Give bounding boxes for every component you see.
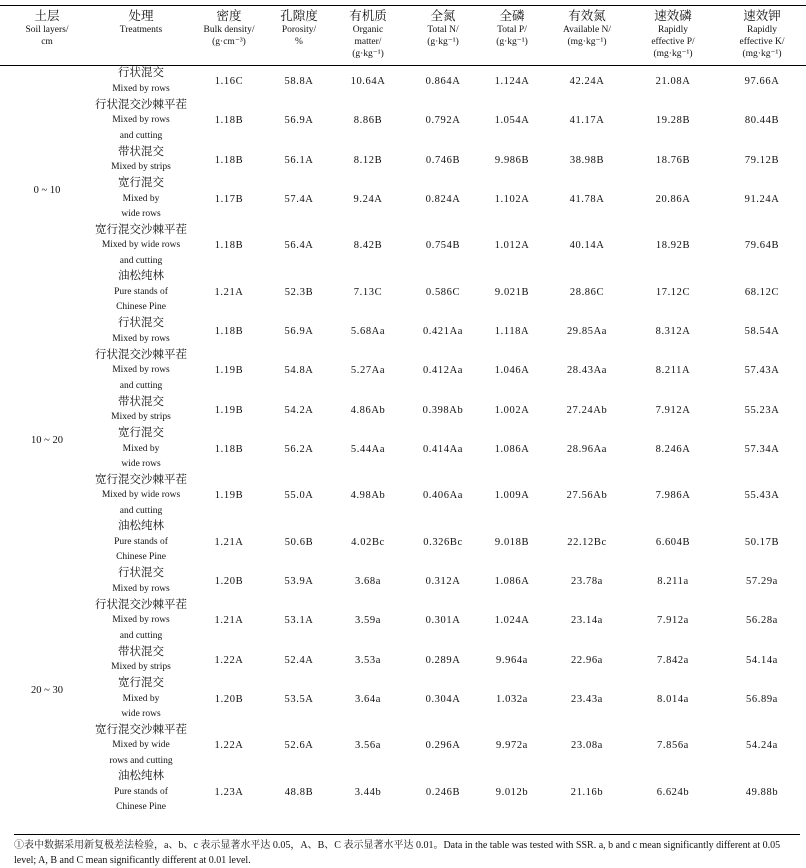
column-header-en: effective P/: [651, 37, 695, 47]
treatment-en: Chinese Pine: [116, 802, 166, 812]
column-header-en: (mg·kg⁻¹): [653, 49, 693, 59]
table-row: [0, 316, 806, 348]
table-row: [0, 519, 806, 566]
value-cell: 8.014a: [657, 693, 689, 705]
value-cell: 0.406Aa: [422, 490, 464, 502]
value-cell: 5.68Aa: [350, 326, 386, 337]
value-cell: 3.59a: [354, 615, 382, 627]
value-cell: 9.24A: [353, 193, 383, 205]
treatment-zh: 行状混交: [118, 67, 164, 80]
treatment-en: Mixed by: [122, 443, 160, 454]
treatment-zh: 行状混交沙棘平茬: [95, 98, 187, 111]
column-header-en: (mg·kg⁻¹): [567, 37, 607, 47]
value-cell: 9.986B: [494, 154, 530, 166]
value-cell: 1.18B: [214, 326, 244, 337]
value-cell: 4.98Ab: [350, 490, 386, 502]
column-header: [718, 6, 806, 66]
treatment-en: Mixed by strips: [111, 662, 171, 672]
value-cell: 55.43A: [744, 490, 780, 502]
soil-layer-cell: 20 ~ 30: [31, 685, 63, 696]
treatment-en: Mixed by wide rows: [101, 240, 181, 250]
value-cell: 1.23A: [214, 786, 244, 798]
value-cell: 1.17B: [214, 193, 244, 205]
treatment-zh: 行状混交沙棘平茬: [95, 348, 187, 361]
table-footnote: ①表中数据采用新复极差法检验，a、b、c 表示显著水平达 0.05，A、B、C 表示显著水平达 0.01。Data in the table was tested with SSR. a, b and c mean significantly different at 0.05 level; A, B and C mean significantly different at 0.01 level.: [14, 834, 800, 868]
value-cell: 0.864A: [425, 76, 461, 88]
value-cell: 58.54A: [744, 326, 780, 337]
treatment-en: Mixed by rows: [112, 333, 170, 344]
value-cell: 57.29a: [746, 576, 778, 587]
table-row: [0, 426, 806, 473]
value-cell: 1.21A: [214, 536, 244, 548]
value-cell: 0.746B: [425, 154, 461, 166]
soil-properties-table: [0, 6, 806, 816]
column-header: [0, 6, 94, 66]
value-cell: 9.012b: [495, 786, 529, 798]
value-cell: 7.912A: [655, 404, 691, 416]
value-cell: 7.856a: [657, 740, 689, 752]
treatment-en: and cutting: [119, 505, 163, 516]
treatment-en: Mixed by: [122, 693, 160, 704]
value-cell: 4.86Ab: [350, 404, 386, 416]
treatment-cell: [94, 769, 188, 816]
value-cell: 21.08A: [655, 76, 691, 88]
value-cell: 1.19B: [214, 490, 244, 502]
value-cell: 1.19B: [214, 365, 244, 377]
column-header-en: Rapidly: [657, 25, 689, 35]
value-cell: 21.16b: [570, 786, 604, 798]
column-header-en: (mg·kg⁻¹): [742, 49, 782, 59]
value-cell: 3.64a: [354, 693, 382, 705]
value-cell: 1.024A: [494, 615, 530, 627]
treatment-cell: [94, 144, 188, 176]
treatment-cell: [94, 269, 188, 316]
value-cell: 18.76B: [655, 154, 691, 166]
value-cell: 29.85Aa: [566, 326, 608, 337]
treatment-cell: [94, 223, 188, 270]
value-cell: 53.1A: [284, 615, 314, 627]
treatment-cell: [94, 644, 188, 676]
treatment-en: Mixed by rows: [112, 115, 170, 125]
table-row: [0, 98, 806, 145]
column-header-en: (g·kg⁻¹): [352, 49, 384, 59]
value-cell: 56.4A: [284, 240, 314, 252]
table-row: [0, 473, 806, 520]
value-cell: 49.88b: [745, 786, 779, 798]
value-cell: 54.2A: [284, 404, 314, 416]
value-cell: 1.124A: [494, 76, 530, 88]
column-header-en: %: [295, 37, 303, 47]
treatment-cell: [94, 566, 188, 598]
treatment-cell: [94, 723, 188, 770]
column-header-en: (g·kg⁻¹): [427, 37, 459, 47]
column-header: [94, 6, 188, 66]
value-cell: 27.56Ab: [566, 490, 608, 502]
value-cell: 22.96a: [571, 654, 603, 666]
value-cell: 1.21A: [214, 286, 244, 298]
table-row: [0, 598, 806, 645]
value-cell: 3.68a: [354, 576, 382, 587]
value-cell: 1.102A: [494, 193, 530, 205]
value-cell: 55.0A: [284, 490, 314, 502]
value-cell: 1.16C: [214, 76, 244, 88]
value-cell: 1.002A: [494, 404, 530, 416]
value-cell: 55.23A: [744, 404, 780, 416]
treatment-zh: 宽行混交沙棘平茬: [95, 473, 187, 486]
value-cell: 7.986A: [655, 490, 691, 502]
value-cell: 0.412Aa: [422, 365, 464, 377]
treatment-en: Mixed by strips: [111, 162, 171, 172]
column-header: [328, 6, 408, 66]
value-cell: 0.824A: [425, 193, 461, 205]
table-row: [0, 644, 806, 676]
value-cell: 28.43Aa: [566, 365, 608, 377]
value-cell: 8.86B: [353, 115, 383, 127]
value-cell: 1.012A: [494, 240, 530, 252]
value-cell: 22.12Bc: [567, 536, 607, 548]
value-cell: 1.18B: [214, 240, 244, 252]
value-cell: 7.13C: [353, 286, 383, 298]
value-cell: 0.289A: [425, 654, 461, 666]
soil-layer-cell: 10 ~ 20: [31, 435, 63, 446]
value-cell: 0.304A: [425, 693, 461, 705]
column-header-en: Treatments: [119, 25, 163, 35]
value-cell: 23.43a: [571, 693, 603, 705]
treatment-cell: [94, 519, 188, 566]
value-cell: 27.24Ab: [566, 404, 608, 416]
value-cell: 6.604B: [655, 536, 691, 548]
value-cell: 68.12C: [744, 286, 780, 298]
treatment-zh: 带状混交: [118, 145, 164, 158]
treatment-en: Mixed by wide: [112, 740, 170, 750]
treatment-en: and cutting: [119, 380, 163, 391]
value-cell: 23.08a: [571, 740, 603, 752]
column-header-zh: 土层: [34, 9, 60, 23]
value-cell: 0.301A: [425, 615, 461, 627]
value-cell: 56.28a: [746, 615, 778, 627]
column-header-en: (g·kg⁻¹): [496, 37, 528, 47]
table-row: [0, 66, 806, 98]
treatment-zh: 行状混交沙棘平茬: [95, 598, 187, 611]
value-cell: 0.421Aa: [422, 326, 464, 337]
value-cell: 1.086A: [494, 443, 530, 455]
value-cell: 23.14a: [571, 615, 603, 627]
column-header-en: Porosity/: [281, 25, 317, 35]
value-cell: 8.42B: [353, 240, 383, 252]
treatment-cell: [94, 473, 188, 520]
value-cell: 58.8A: [284, 76, 314, 88]
value-cell: 79.64B: [744, 240, 780, 252]
value-cell: 1.032a: [496, 693, 528, 705]
treatment-zh: 宽行混交沙棘平茬: [95, 223, 187, 236]
column-header-zh: 孔隙度: [280, 9, 318, 23]
value-cell: 1.21A: [214, 615, 244, 627]
value-cell: 6.624b: [656, 786, 690, 798]
column-header-zh: 速效磷: [654, 9, 692, 23]
value-cell: 28.96Aa: [566, 443, 608, 455]
treatment-cell: [94, 348, 188, 395]
column-header-zh: 全磷: [499, 9, 525, 23]
value-cell: 42.24A: [569, 76, 605, 88]
value-cell: 1.118A: [494, 326, 530, 337]
value-cell: 0.754B: [425, 240, 461, 252]
value-cell: 56.9A: [284, 326, 314, 337]
value-cell: 57.34A: [744, 443, 780, 455]
column-header-en: cm: [41, 37, 53, 47]
value-cell: 53.5A: [284, 693, 314, 705]
column-header: [478, 6, 546, 66]
treatment-en: Mixed by rows: [112, 365, 170, 375]
treatment-en: Mixed by rows: [112, 615, 170, 625]
soil-layer-cell: 0 ~ 10: [33, 185, 61, 197]
treatment-zh: 宽行混交: [118, 427, 164, 439]
treatment-en: and cutting: [119, 255, 163, 266]
column-header-en: (g·cm⁻³): [212, 37, 246, 47]
treatment-zh: 油松纯林: [118, 520, 164, 532]
value-cell: 1.18B: [214, 443, 244, 455]
value-cell: 1.22A: [214, 654, 244, 666]
value-cell: 57.4A: [284, 193, 314, 205]
value-cell: 50.6B: [284, 536, 314, 548]
table-row: [0, 176, 806, 223]
value-cell: 0.414Aa: [422, 443, 464, 455]
value-cell: 41.78A: [569, 193, 605, 205]
column-header-zh: 处理: [128, 9, 154, 23]
value-cell: 0.792A: [425, 115, 461, 127]
value-cell: 54.14a: [746, 654, 778, 666]
value-cell: 1.054A: [494, 115, 530, 127]
value-cell: 8.211a: [657, 576, 689, 587]
column-header-en: effective K/: [739, 37, 785, 47]
value-cell: 91.24A: [744, 193, 780, 205]
treatment-zh: 行状混交: [118, 567, 164, 579]
value-cell: 1.086A: [494, 576, 530, 587]
treatment-cell: [94, 176, 188, 223]
column-header-en: Soil layers/: [25, 25, 69, 35]
value-cell: 56.1A: [284, 154, 314, 166]
value-cell: 5.27Aa: [350, 365, 386, 377]
value-cell: 8.12B: [353, 154, 383, 166]
value-cell: 28.86C: [569, 286, 605, 298]
treatment-en: wide rows: [121, 459, 161, 469]
value-cell: 53.9A: [284, 576, 314, 587]
treatment-en: and cutting: [119, 130, 163, 141]
value-cell: 80.44B: [744, 115, 780, 127]
value-cell: 0.326Bc: [423, 536, 463, 548]
value-cell: 57.43A: [744, 365, 780, 377]
treatment-zh: 宽行混交: [118, 677, 164, 689]
treatment-zh: 宽行混交: [118, 177, 164, 189]
value-cell: 1.18B: [214, 154, 244, 166]
value-cell: 1.20B: [214, 693, 244, 705]
value-cell: 54.8A: [284, 365, 314, 377]
table-row: [0, 394, 806, 426]
column-header-en: matter/: [354, 37, 382, 47]
treatment-cell: [94, 676, 188, 723]
value-cell: 0.296A: [425, 740, 461, 752]
column-header-en: Total N/: [427, 25, 459, 35]
treatment-en: Mixed by: [122, 193, 160, 204]
value-cell: 0.398Ab: [422, 404, 464, 416]
treatment-en: wide rows: [121, 709, 161, 719]
value-cell: 8.211A: [655, 365, 691, 377]
treatment-en: and cutting: [119, 630, 163, 641]
column-header-en: Organic: [352, 25, 384, 35]
treatment-en: Chinese Pine: [116, 552, 166, 562]
value-cell: 54.24a: [746, 740, 778, 752]
column-header-zh: 速效钾: [743, 9, 781, 23]
value-cell: 56.9A: [284, 115, 314, 127]
value-cell: 8.312A: [655, 326, 691, 337]
treatment-en: wide rows: [121, 209, 161, 219]
value-cell: 48.8B: [284, 786, 314, 798]
value-cell: 38.98B: [569, 154, 605, 166]
table-row: [0, 566, 806, 598]
value-cell: 5.44Aa: [350, 443, 386, 455]
column-header-zh: 有机质: [349, 9, 387, 23]
value-cell: 56.89a: [746, 693, 778, 705]
value-cell: 7.842a: [657, 654, 689, 666]
column-header-en: Available N/: [562, 25, 612, 35]
treatment-en: Mixed by rows: [112, 83, 170, 94]
treatment-zh: 带状混交: [118, 395, 164, 408]
treatment-en: Mixed by rows: [112, 583, 170, 594]
treatment-cell: [94, 66, 188, 98]
column-header: [270, 6, 328, 66]
treatment-cell: [94, 98, 188, 145]
treatment-en: Mixed by wide rows: [101, 490, 181, 500]
table-row: [0, 144, 806, 176]
table-row: [0, 269, 806, 316]
column-header: [408, 6, 478, 66]
table-row: [0, 223, 806, 270]
value-cell: 50.17B: [744, 536, 780, 548]
treatment-zh: 行状混交: [118, 317, 164, 329]
value-cell: 1.009A: [494, 490, 530, 502]
value-cell: 1.19B: [214, 404, 244, 416]
column-header-en: Bulk density/: [203, 25, 255, 35]
column-header-en: Total P/: [497, 25, 527, 35]
column-header-zh: 密度: [216, 9, 242, 23]
value-cell: 1.046A: [494, 365, 530, 377]
value-cell: 9.972a: [496, 740, 528, 752]
value-cell: 17.12C: [655, 286, 691, 298]
value-cell: 4.02Bc: [351, 536, 385, 548]
value-cell: 9.021B: [494, 286, 530, 298]
treatment-zh: 宽行混交沙棘平茬: [95, 723, 187, 736]
value-cell: 3.53a: [354, 654, 382, 666]
column-header: [546, 6, 628, 66]
treatment-zh: 油松纯林: [118, 770, 164, 782]
value-cell: 0.246B: [425, 786, 461, 798]
table-row: [0, 769, 806, 816]
value-cell: 8.246A: [655, 443, 691, 455]
value-cell: 1.20B: [214, 576, 244, 587]
value-cell: 0.586C: [425, 286, 461, 298]
treatment-cell: [94, 426, 188, 473]
treatment-cell: [94, 394, 188, 426]
column-header-zh: 有效氮: [568, 9, 606, 23]
treatment-en: Pure stands of: [114, 286, 168, 297]
value-cell: 56.2A: [284, 443, 314, 455]
treatment-en: Chinese Pine: [116, 302, 166, 312]
value-cell: 40.14A: [569, 240, 605, 252]
value-cell: 52.6A: [284, 740, 314, 752]
table-row: [0, 723, 806, 770]
value-cell: 10.64A: [350, 76, 386, 88]
column-header-zh: 全氮: [430, 9, 456, 23]
value-cell: 0.312A: [425, 576, 461, 587]
value-cell: 52.4A: [284, 654, 314, 666]
value-cell: 20.86A: [655, 193, 691, 205]
value-cell: 19.28B: [655, 115, 691, 127]
treatment-zh: 油松纯林: [118, 270, 164, 282]
treatment-cell: [94, 598, 188, 645]
value-cell: 1.22A: [214, 740, 244, 752]
treatment-en: Mixed by strips: [111, 412, 171, 422]
value-cell: 41.17A: [569, 115, 605, 127]
value-cell: 23.78a: [571, 576, 603, 587]
value-cell: 97.66A: [744, 76, 780, 88]
value-cell: 18.92B: [655, 240, 691, 252]
column-header-en: Rapidly: [746, 25, 778, 35]
value-cell: 3.44b: [354, 786, 382, 798]
table-row: [0, 348, 806, 395]
value-cell: 1.18B: [214, 115, 244, 127]
value-cell: 9.018B: [494, 536, 530, 548]
table-row: [0, 676, 806, 723]
treatment-zh: 带状混交: [118, 645, 164, 658]
value-cell: 3.56a: [354, 740, 382, 752]
value-cell: 52.3B: [284, 286, 314, 298]
value-cell: 7.912a: [657, 615, 689, 627]
value-cell: 79.12B: [744, 154, 780, 166]
treatment-en: Pure stands of: [114, 786, 168, 797]
value-cell: 9.964a: [496, 654, 528, 666]
treatment-en: Pure stands of: [114, 536, 168, 547]
header-row: [0, 6, 806, 66]
column-header: [628, 6, 718, 66]
treatment-en: rows and cutting: [109, 755, 173, 766]
table-body: [0, 66, 806, 816]
treatment-cell: [94, 316, 188, 348]
column-header: [188, 6, 270, 66]
